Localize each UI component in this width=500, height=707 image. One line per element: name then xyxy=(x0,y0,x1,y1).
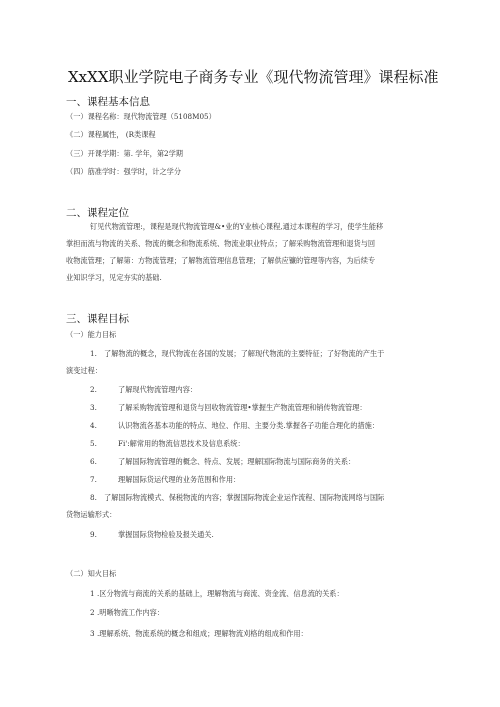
ability-text: 理解国际货运代理的业务范围和作用： xyxy=(118,475,241,484)
positioning-line-3: 收物流管理；了解第：方物流管理；了解物流管理信息管理；了解供应镰的管理等内容，为后续专 xyxy=(66,256,376,265)
knowledge-num: 3 xyxy=(90,629,95,638)
ability-text: 了解国际物流模式、保税物流的内容；掌握国际物流企业运作流程、国际物流网络与国际 xyxy=(104,493,385,502)
knowledge-text: .明晰物流工作内容： xyxy=(97,608,164,617)
ability-num: 6. xyxy=(90,457,97,466)
ability-text: 了解物流的概念，现代物流在各国的发展；了解现代物流的主要特征；了好物流的产生于 xyxy=(104,349,385,358)
ability-text: 认识物流各基本功能的特点、地位、作用、主要分类.掌握各子功能合理化的措施： xyxy=(118,421,380,430)
section-heading-positioning: 二、课程定位 xyxy=(66,207,129,219)
positioning-line-1: 钉见代物流管理:，课程是现代物流管理&•业的Y业核心课程,通过本课程的学习，使学生能移 xyxy=(90,222,384,231)
knowledge-text: .区分物流与商流的关系的基础上，理解物流与商流、资金流、信息流的关系： xyxy=(97,589,344,598)
ability-text: 了解国际物流管理的概念、特点、发展；理解国际物流与国际商务的关系： xyxy=(118,457,356,466)
document-title: XxXX职业学院电子商务专业《现代物流管理》课程标准 xyxy=(68,68,439,86)
ability-num: 3. xyxy=(90,403,97,412)
ability-num: 1. xyxy=(90,349,97,358)
section-heading-objectives: 三、课程目标 xyxy=(66,313,129,325)
ability-text: 了解采购物流管理和退货与回收物流管理•掌握生产物流管理和销传物流管理： xyxy=(118,403,367,412)
knowledge-text: .理解系统、物流系统的概念和组成；理解物流刈格的组成和作用： xyxy=(97,629,308,638)
subheading-knowledge: （二）知火目标 xyxy=(66,569,117,578)
section-heading-basic-info: 一、课程基本信息 xyxy=(66,96,150,108)
knowledge-num: 2 xyxy=(90,608,95,617)
ability-text: 掌握国际货物检验及报关通关. xyxy=(118,530,214,539)
ability-text-continued: 货物运输形式： xyxy=(66,510,117,519)
ability-text: Fi':解常用的物流信思技术及信息系统： xyxy=(118,439,245,448)
ability-num: 5. xyxy=(90,439,97,448)
ability-num: 7. xyxy=(90,475,97,484)
basic-info-hours: （四）筋准学时：强学时，计之学分 xyxy=(66,167,182,176)
positioning-line-2: 掌担而流与物流的关系、物流的概念和物流系统、物流业职业特点；了解采购物流管理和退货与回 xyxy=(66,239,376,248)
ability-num: 4. xyxy=(90,421,97,430)
ability-text-continued: 演变过程： xyxy=(66,366,102,375)
basic-info-course-type: 《二）课程属性， (R类课程 xyxy=(66,130,156,139)
ability-text: 了解现代物流管理内容： xyxy=(118,385,198,394)
ability-num: 8. xyxy=(90,493,97,502)
basic-info-course-name: （一）课程名称：现代物流管理（5108M05） xyxy=(66,112,216,121)
ability-num: 9. xyxy=(90,530,97,539)
basic-info-semester: （三）开课学期：第. 学年，第2学期 xyxy=(66,149,183,158)
positioning-line-4: 业知识学习，见定夯实的基础. xyxy=(66,273,162,282)
ability-num: 2. xyxy=(90,385,97,394)
subheading-ability: （一）能力目标 xyxy=(66,330,117,339)
knowledge-num: 1 xyxy=(90,589,95,598)
